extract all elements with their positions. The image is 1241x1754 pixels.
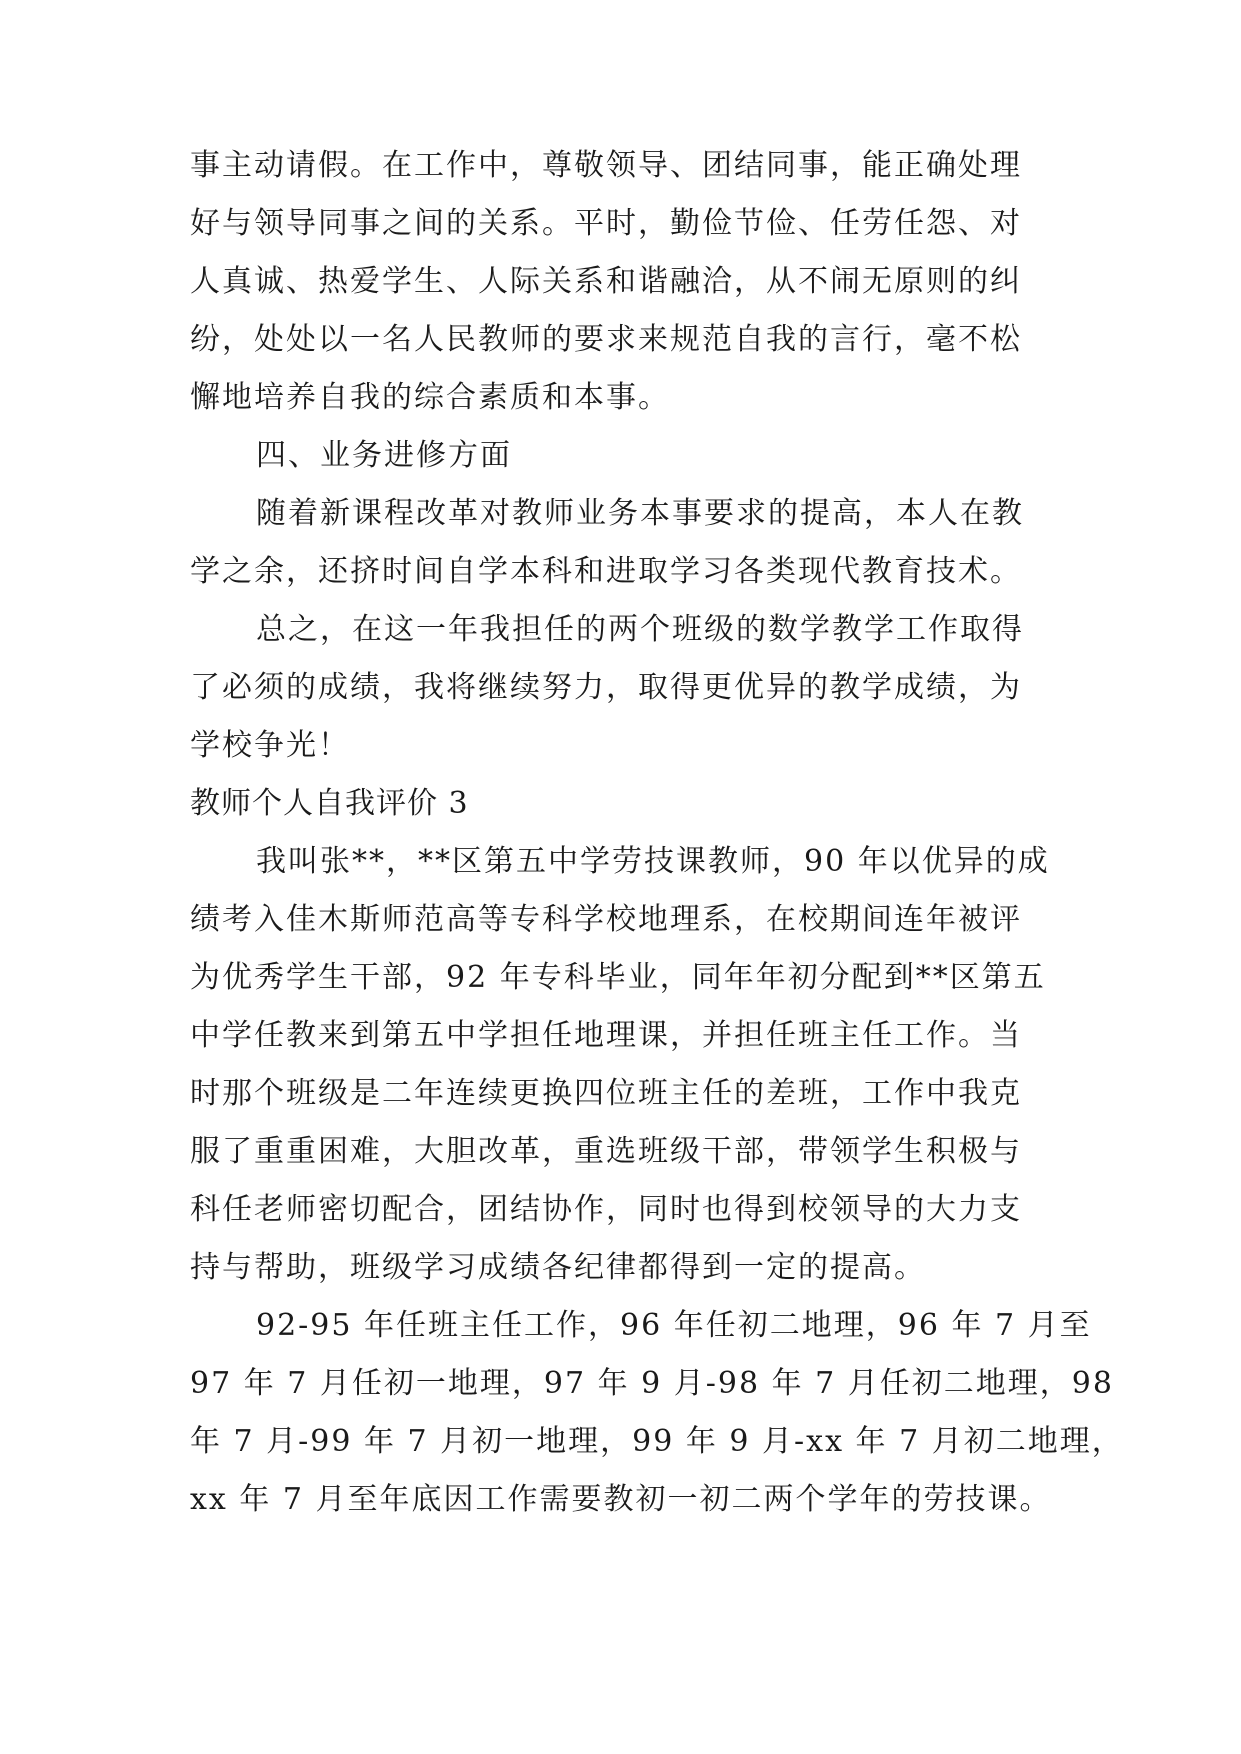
paragraph-line: 学校争光！	[190, 728, 350, 763]
paragraph-line: 92-95 年任班主任工作，96 年任初二地理，96 年 7 月至	[256, 1308, 1092, 1343]
paragraph-line: 懈地培养自我的综合素质和本事。	[190, 380, 670, 415]
paragraph-line: 绩考入佳木斯师范高等专科学校地理系，在校期间连年被评	[190, 902, 1022, 937]
paragraph-line: 人真诚、热爱学生、人际关系和谐融洽，从不闹无原则的纠	[190, 264, 1022, 299]
paragraph-line: 纷，处处以一名人民教师的要求来规范自我的言行，毫不松	[190, 322, 1022, 357]
paragraph-line: 了必须的成绩，我将继续努力，取得更优异的教学成绩，为	[190, 670, 1022, 705]
paragraph-line: 好与领导同事之间的关系。平时，勤俭节俭、任劳任怨、对	[190, 206, 1022, 241]
paragraph-line: xx 年 7 月至年底因工作需要教初一初二两个学年的劳技课。	[190, 1482, 1052, 1517]
paragraph-line: 科任老师密切配合，团结协作，同时也得到校领导的大力支	[190, 1192, 1022, 1227]
paragraph-line: 中学任教来到第五中学担任地理课，并担任班主任工作。当	[190, 1018, 1022, 1053]
paragraph-line: 总之，在这一年我担任的两个班级的数学教学工作取得	[256, 612, 1024, 647]
paragraph-line: 事主动请假。在工作中，尊敬领导、团结同事，能正确处理	[190, 148, 1022, 183]
paragraph-line: 年 7 月-99 年 7 月初一地理，99 年 9 月-xx 年 7 月初二地理，	[190, 1424, 1124, 1459]
paragraph-line: 97 年 7 月任初一地理，97 年 9 月-98 年 7 月任初二地理，98	[190, 1366, 1114, 1401]
document-title: 教师个人自我评价 3	[190, 786, 469, 821]
paragraph-line: 我叫张**，**区第五中学劳技课教师，90 年以优异的成	[256, 844, 1050, 879]
paragraph-line: 学之余，还挤时间自学本科和进取学习各类现代教育技术。	[190, 554, 1022, 589]
paragraph-line: 随着新课程改革对教师业务本事要求的提高，本人在教	[256, 496, 1024, 531]
section-heading: 四、业务进修方面	[256, 438, 512, 473]
paragraph-line: 持与帮助，班级学习成绩各纪律都得到一定的提高。	[190, 1250, 926, 1285]
paragraph-line: 服了重重困难，大胆改革，重选班级干部，带领学生积极与	[190, 1134, 1022, 1169]
paragraph-line: 为优秀学生干部，92 年专科毕业，同年年初分配到**区第五	[190, 960, 1046, 995]
paragraph-line: 时那个班级是二年连续更换四位班主任的差班，工作中我克	[190, 1076, 1022, 1111]
